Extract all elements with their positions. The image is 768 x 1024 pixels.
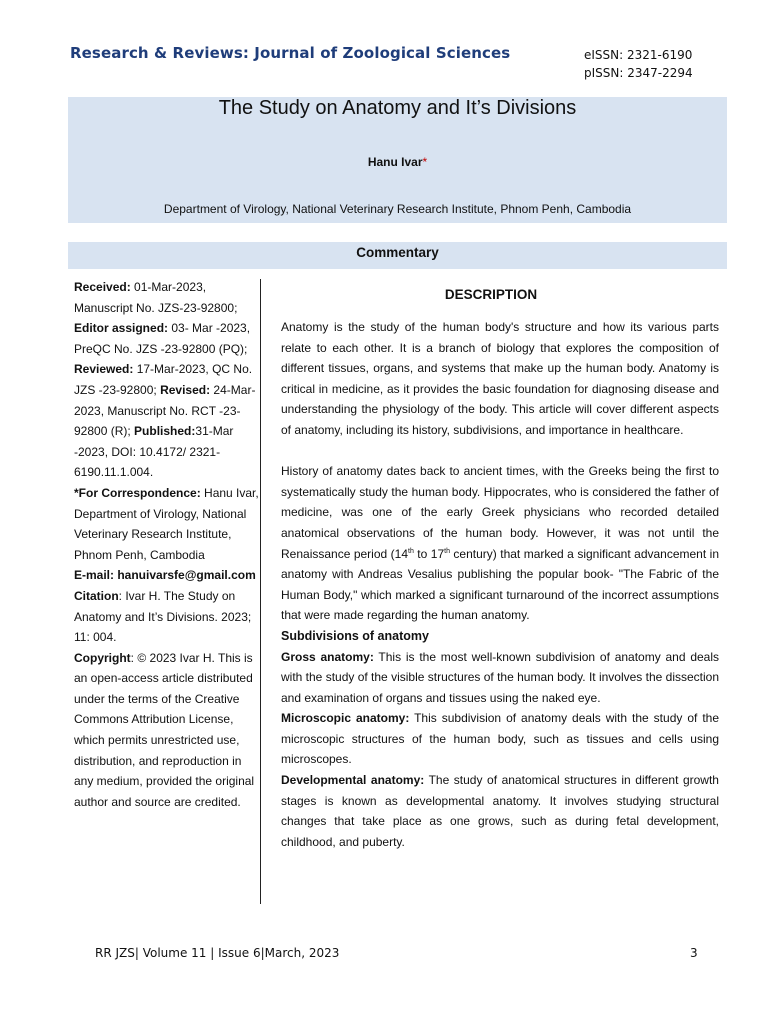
paragraph: Developmental anatomy: The study of anatomical structures in different growth stages is known as developmental anatomy. It involves studying structural changes that take place as one grows, such as during fetal development, childhood, and puberty. <box>281 773 719 849</box>
column-divider <box>260 279 261 904</box>
description-heading: DESCRIPTION <box>444 287 538 302</box>
copyright-value: : © 2023 Ivar H. This is an open-access article distributed under the terms of the Creative Commons Attribution License, which permits unrestricted use, distribution, and reproduction in any medium, provided the original author and source are credited. <box>74 650 255 809</box>
correspondence-label: *For Correspondence: <box>74 485 201 500</box>
citation-label: Citation <box>74 588 119 603</box>
received-value: 01-Mar-2023, Manuscript No. JZS-23-92800; <box>74 280 238 315</box>
eissn: eISSN: 2321-6190 <box>584 48 693 62</box>
article-title: The Study on Anatomy and It’s Divisions <box>218 97 577 119</box>
revised-value: 24-Mar-2023, Manuscript No. RCT -23-92800 (R); <box>74 382 256 439</box>
citation-value: : Ivar H. The Study on Anatomy and It’s Divisions. 2023; 11: 004. <box>74 588 252 645</box>
correspondence-value: Hanu Ivar, Department of Virology, National Veterinary Research Institute, Phnom Penh, Cambodia <box>74 485 259 562</box>
revised-label: Revised: <box>160 382 211 397</box>
editor-value: 03- Mar -2023, PreQC No. JZS -23-92800 (PQ); <box>74 321 251 356</box>
dev-label: Developmental anatomy: <box>281 773 425 788</box>
published-value: 31-Mar -2023, DOI: 10.4172/ 2321-6190.11.1.004. <box>74 424 234 480</box>
pissn: pISSN: 2347-2294 <box>584 66 693 80</box>
author <box>68 155 727 169</box>
page-number: 3 <box>690 946 698 960</box>
author-mark: * <box>422 155 428 169</box>
copyright-label: Copyright <box>74 650 131 665</box>
footer-issue: RR JZS| Volume 11 | Issue 6|March, 2023 <box>95 946 340 960</box>
title-box <box>68 97 727 223</box>
received-label: Received: <box>74 280 131 294</box>
reviewed-label: Reviewed: <box>74 362 134 377</box>
article-type-bar <box>68 242 727 269</box>
paragraph: Gross anatomy: This is the most well-known subdivision of anatomy and deals with the study of the visible structures of the human body. It involves the dissection and examination of organs and tissues using the naked eye. <box>281 649 720 705</box>
article-type: Commentary <box>356 245 439 260</box>
affiliation: Department of Virology, National Veterinary Research Institute, Phnom Penh, Cambodia <box>163 202 632 216</box>
author-name: Hanu Ivar <box>367 155 423 169</box>
micro-label: Microscopic anatomy: <box>281 711 410 726</box>
published-label: Published: <box>134 424 196 439</box>
editor-label: Editor assigned: <box>74 321 169 336</box>
reviewed-value: 17-Mar-2023, QC No. JZS -23-92800; <box>74 362 253 397</box>
gross-label: Gross anatomy: <box>281 649 374 664</box>
journal-name: Research & Reviews: Journal of Zoological Sciences <box>70 44 511 62</box>
email-value[interactable]: hanuivarsfe@gmail.com <box>114 568 256 583</box>
article-info-sidebar <box>74 277 259 812</box>
subdivisions-heading: Subdivisions of anatomy <box>281 628 429 643</box>
paragraph: Microscopic anatomy: This subdivision of anatomy deals with the study of the microscopic structures of the human body, such as tissues and cells using microscopes. <box>281 711 719 767</box>
issn-block <box>584 46 693 82</box>
paragraph: Anatomy is the study of the human body's structure and how its various parts relate to each other. It is a branch of biology that explores the composition of different tissues, organs, and systems that make up the human body. Anatomy is critical in medicine, as it provides the basic foundation for diagnosing disease and understanding the physiology of the body. This article will cover different aspects of anatomy, including its history, subdivisions, and importance in healthcare. <box>281 320 719 437</box>
paragraph: History of anatomy dates back to ancient times, with the Greeks being the first to systematically study the human body. Hippocrates, who is considered the father of medicine, was one of the early Greek physicians who recorded detailed anatomical observations of the human body. However, it was not until the Renaissance period (14th to 17th century) that marked a significant advancement in anatomy with Andreas Vesalius publishing the popular book- "The Fabric of the Human Body," which marked a significant turnaround of the incorrect assumptions that were made regarding the human anatomy. <box>281 464 719 623</box>
email-label: E-mail: <box>74 568 115 583</box>
main-text <box>281 317 719 852</box>
